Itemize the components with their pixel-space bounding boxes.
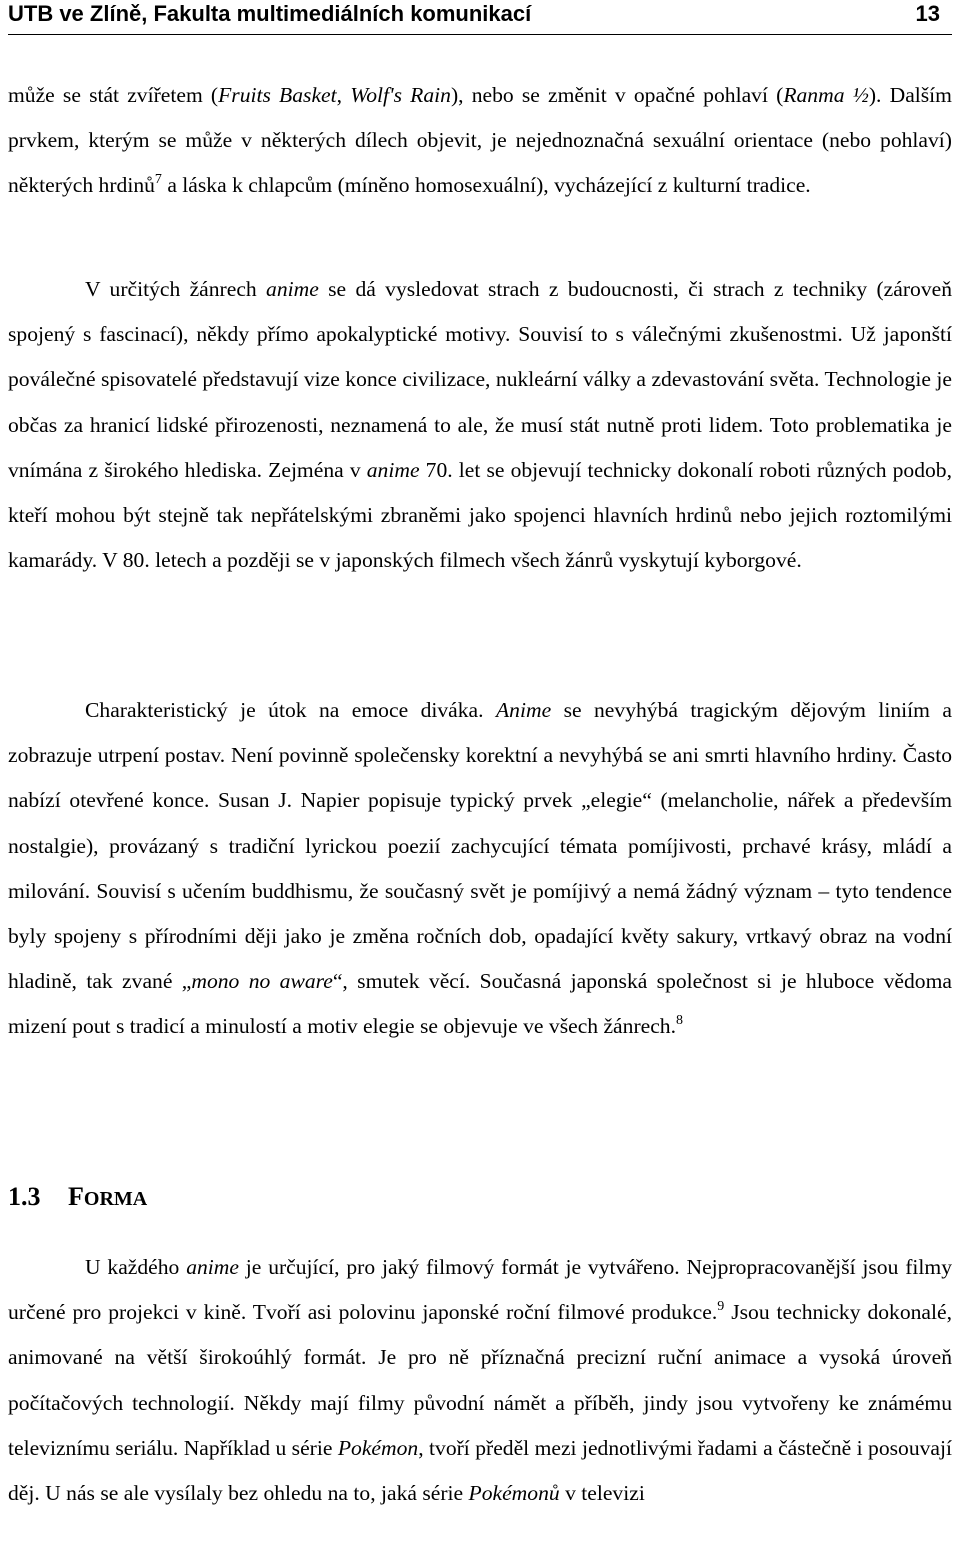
paragraph-1 bbox=[8, 73, 952, 209]
italic-title: Wolf's Rain bbox=[350, 83, 451, 107]
italic-title: Fruits Basket bbox=[218, 83, 337, 107]
italic-term: mono no aware bbox=[191, 969, 333, 994]
text-run: Charakteristický je útok na emoce diváka. bbox=[85, 698, 496, 722]
page-header bbox=[8, 0, 952, 35]
text-run: může se stát zvířetem ( bbox=[8, 83, 219, 107]
footnote-ref[interactable]: 9 bbox=[717, 1299, 725, 1315]
text-run: se dá vysledovat strach z budoucnosti, či strach z techniky (zároveň spojený s fascinací), někdy přímo apokalyptické motivy. Souvisí to s válečnými zkušenostmi. Už japonští poválečné spisovatelé představují vize konce civilizace, nukleární války a zdevastování světa. Technologie je občas za hranicí lidské přirozenosti, neznamená to ale, že musí stát nutně proti lidem. Toto problematika je vnímána z širokého hlediska. Zejména v bbox=[8, 277, 952, 482]
italic-term: anime bbox=[366, 457, 420, 482]
text-run: , tvoří předěl mezi jednotlivými řadami a částečně i posouvají děj. U nás se ale vysílaly bez ohledu na to, jaká série bbox=[8, 1435, 952, 1506]
text-run: 70. let se objevují technicky dokonalí roboti různých podob, kteří mohou být stejně tak nepřátelskými zbraněmi jako spojenci hlavních hrdinů nebo jejich roztomilými kamarády. V 80. letech a později se v japonských filmech všech žánrů vyskytují kyborgové. bbox=[8, 457, 953, 573]
text-run: a láska k chlapcům (míněno homosexuální), vycházející z kulturní tradice. bbox=[161, 173, 811, 198]
text-run: V určitých žánrech bbox=[85, 277, 267, 301]
italic-title: Pokémonů bbox=[468, 1481, 560, 1506]
text-run: ). Dalším prvkem, kterým se může v některých dílech objevit, je nejednoznačná sexuální orientace (nebo pohlaví) některých hrdinů bbox=[8, 83, 952, 198]
footnote-ref[interactable]: 7 bbox=[154, 172, 162, 188]
section-title-rest: ORMA bbox=[83, 1188, 148, 1210]
text-run: U každého bbox=[85, 1255, 187, 1279]
footnote-ref[interactable]: 8 bbox=[676, 1013, 683, 1029]
text-run: se nevyhýbá tragickým dějovým liniím a zobrazuje utrpení postav. Není povinně společensky korektní a nevyhýbá se ani smrti hlavního hrdiny. Často nabízí otevřené konce. Susan J. Napier popisuje typický prvek „elegie“ (melancholie, nářek a především nostalgie), provázaný s tradiční lyrickou poezií zachycující témata pomíjivosti, prchavé krásy, mládí a milování. Souvisí s učením buddhismu, že současný svět je pomíjivý a nemá žádný význam – tyto tendence byly spojeny s přírodními ději jako je změna ročních dob, opadající květy sakury, vrtkavý obraz na vodní hladině, tak zvané „ bbox=[8, 698, 952, 994]
section-heading bbox=[8, 1182, 147, 1212]
paragraph-2 bbox=[8, 267, 952, 583]
text-run: je určující, pro jaký filmový formát je vytvářeno. Nejpropracovanější jsou filmy určené pro projekci v kině. Tvoří asi polovinu japonské roční filmové produkce. bbox=[8, 1255, 952, 1325]
italic-term: anime bbox=[186, 1255, 239, 1279]
text-run: v televizi bbox=[559, 1481, 645, 1506]
text-run: , bbox=[336, 83, 351, 107]
italic-title: Pokémon bbox=[337, 1435, 419, 1460]
page-number: 13 bbox=[915, 1, 940, 26]
section-title-initial: F bbox=[68, 1182, 84, 1211]
section-number: 1.3 bbox=[8, 1182, 41, 1211]
text-run: “, smutek věcí. Současná japonská společnost si je hluboce vědoma mizení pout s tradicí a minulostí a motiv elegie se objevuje ve všech žánrech. bbox=[8, 969, 952, 1039]
paragraph-4 bbox=[8, 1245, 952, 1516]
italic-term: anime bbox=[266, 277, 319, 301]
text-run: ), nebo se změnit v opačné pohlaví ( bbox=[450, 83, 784, 107]
italic-term: Anime bbox=[495, 698, 552, 722]
paragraph-3 bbox=[8, 688, 952, 1050]
italic-title: Ranma ½ bbox=[783, 83, 869, 107]
text-run: Jsou technicky dokonalé, animované na větší širokoúhlý formát. Je pro ně příznačná precizní ruční animace a vysoká úroveň počítačových technologií. Někdy mají filmy původní námět a příběh, jindy jsou vytvořeny ke známému televiznímu seriálu. Například u série bbox=[8, 1300, 952, 1460]
header-title: UTB ve Zlíně, Fakulta multimediálních komunikací bbox=[8, 1, 532, 26]
